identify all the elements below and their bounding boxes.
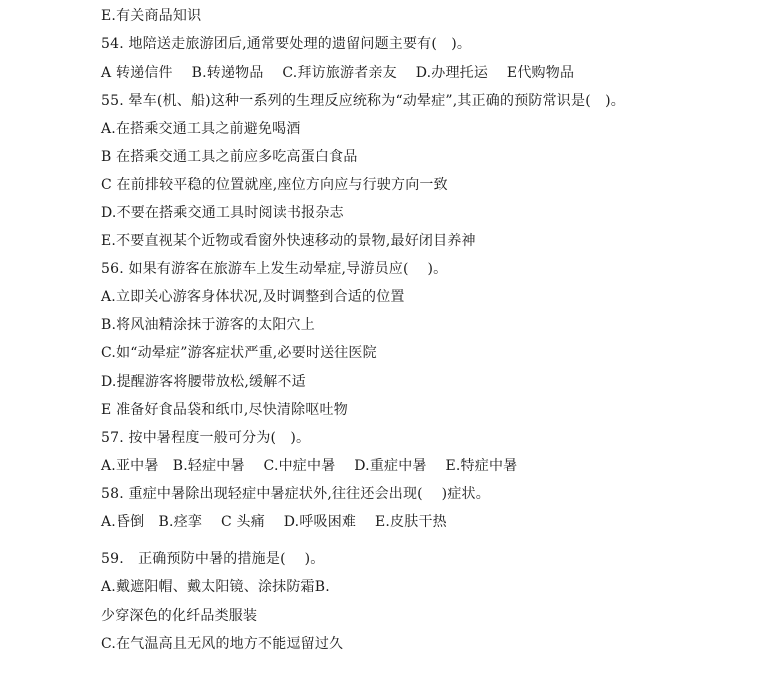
option-59-a: A.戴遮阳帽、戴太阳镜、涂抹防霜B. bbox=[101, 579, 330, 595]
options-57: A.亚中暑 B.轻症中暑 C.中症中暑 D.重症中暑 E.特症中暑 bbox=[101, 458, 518, 474]
option-55-d: D.不要在搭乘交通工具时阅读书报杂志 bbox=[101, 205, 344, 221]
option-55-c: C 在前排较平稳的位置就座,座位方向应与行驶方向一致 bbox=[101, 177, 448, 193]
option-55-e: E.不要直视某个近物或看窗外快速移动的景物,最好闭目养神 bbox=[101, 233, 476, 249]
question-59: 59. 正确预防中暑的措施是( )。 bbox=[101, 551, 325, 567]
question-57: 57. 按中暑程度一般可分为( )。 bbox=[101, 430, 311, 446]
question-55: 55. 晕车(机、船)这种一系列的生理反应统称为“动晕症”,其正确的预防常识是( )。 bbox=[101, 93, 625, 109]
option-56-d: D.提醒游客将腰带放松,缓解不适 bbox=[101, 374, 306, 390]
option-53-e: E.有关商品知识 bbox=[101, 8, 202, 24]
option-56-a: A.立即关心游客身体状况,及时调整到合适的位置 bbox=[101, 289, 405, 305]
option-55-b: B 在搭乘交通工具之前应多吃高蛋白食品 bbox=[101, 149, 358, 165]
option-56-e: E 准备好食品袋和纸巾,尽快清除呕吐物 bbox=[101, 402, 348, 418]
question-58: 58. 重症中暑除出现轻症中暑症状外,往往还会出现( )症状。 bbox=[101, 486, 490, 502]
option-55-a: A.在搭乘交通工具之前避免喝酒 bbox=[101, 121, 301, 137]
option-59-b: 少穿深色的化纤品类服装 bbox=[101, 608, 258, 624]
option-56-c: C.如“动晕症”游客症状严重,必要时送往医院 bbox=[101, 345, 377, 361]
option-56-b: B.将风油精涂抹于游客的太阳穴上 bbox=[101, 317, 315, 333]
option-59-c: C.在气温高且无风的地方不能逗留过久 bbox=[101, 636, 344, 652]
question-54: 54. 地陪送走旅游团后,通常要处理的遗留问题主要有( )。 bbox=[101, 36, 472, 52]
options-54: A 转递信件 B.转递物品 C.拜访旅游者亲友 D.办理托运 E代购物品 bbox=[101, 65, 575, 81]
options-58: A.昏倒 B.痉挛 C 头痛 D.呼吸困难 E.皮肤干热 bbox=[101, 514, 447, 530]
question-56: 56. 如果有游客在旅游车上发生动晕症,导游员应( )。 bbox=[101, 261, 448, 277]
